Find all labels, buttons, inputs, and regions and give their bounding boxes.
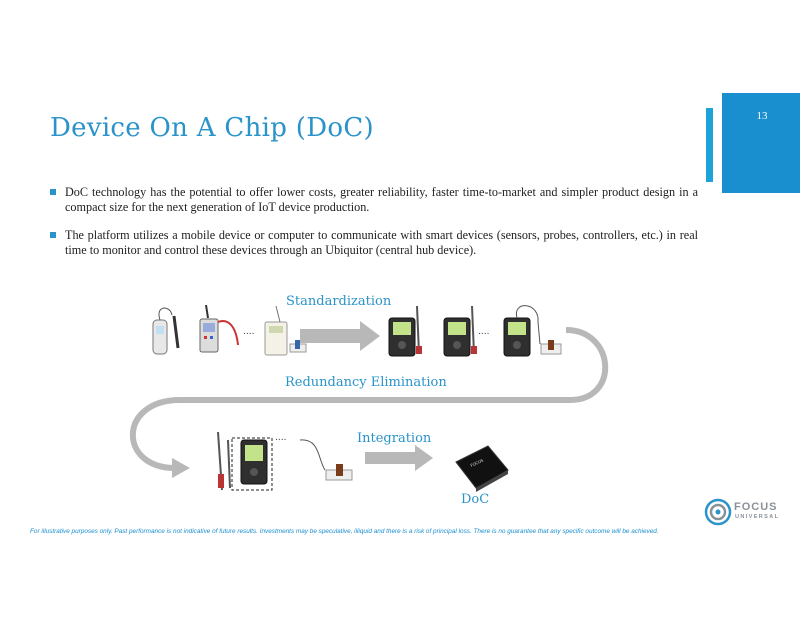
ellipsis-row1-right: .... [478,327,490,337]
standard-device-1-icon [389,306,422,356]
slide-title: Device On A Chip (DoC) [50,113,374,143]
disclaimer-text: For illustrative purposes only. Past performance is not indicative of future results. Investments may be speculative, illiquid and there is a risk of principal loss. There is no guarantee that any specific outcome will be achieved. [30,528,659,535]
doc-label: DoC [461,492,490,507]
legacy-device-2-icon [200,305,238,352]
svg-text:FOCUS: FOCUS [469,457,485,468]
legacy-device-1-icon [153,308,178,354]
integrated-probe-icon [300,440,352,480]
doc-chip-icon [456,446,508,492]
logo-text-focus: FOCUS [734,501,778,513]
bullet-text: DoC technology has the potential to offer lower costs, greater reliability, faster time-to-market and simpler product design in a compact size for the next generation of IoT device production. [65,185,698,214]
standard-device-3-icon [504,306,561,356]
redundancy-elimination-label: Redundancy Elimination [285,375,447,390]
integration-label: Integration [357,431,432,446]
ellipsis-row2: .... [275,433,287,443]
legacy-device-3-icon [265,306,306,355]
logo-text-universal: UNIVERSAL [735,514,780,520]
standard-device-2-icon [444,306,477,356]
standardization-arrow [300,321,380,351]
ellipsis-row1-left: .... [243,327,255,337]
integration-arrow [365,445,433,471]
bullet-text: The platform utilizes a mobile device or computer to communicate with smart devices (sensors, probes, controllers, etc.) in real time to monitor and control these devices through an Ubiquitor (central hub device). [65,228,698,257]
integrated-device-group-icon [218,432,272,490]
standardization-label: Standardization [286,294,392,309]
focus-logo-icon [704,498,732,526]
focus-universal-logo [704,498,794,526]
page-number: 13 [756,110,768,122]
